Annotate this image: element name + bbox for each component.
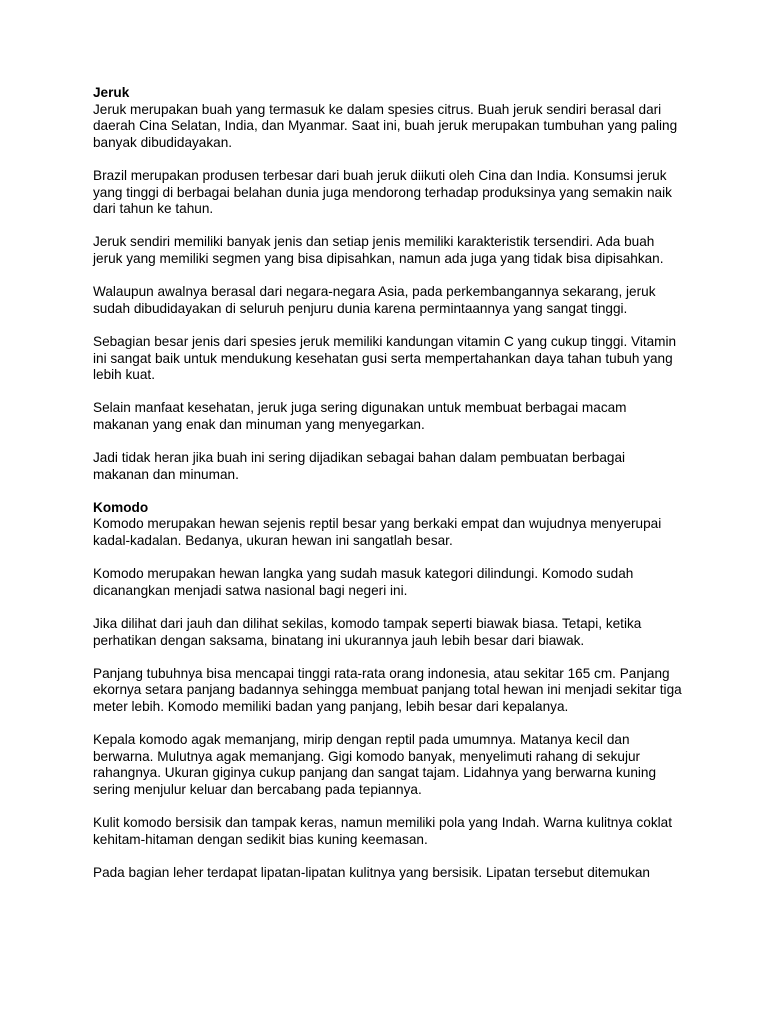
section-heading: Jeruk xyxy=(93,85,130,100)
paragraph: Jadi tidak heran jika buah ini sering dijadikan sebagai bahan dalam pembuatan berbagai makanan dan minuman. xyxy=(93,450,626,482)
paragraph: Walaupun awalnya berasal dari negara-negara Asia, pada perkembangannya sekarang, jeruk sudah dibudidayakan di seluruh penjuru dunia karena permintaannya yang sangat tinggi. xyxy=(93,284,656,316)
document-page xyxy=(93,85,683,898)
section-komodo xyxy=(93,500,683,882)
paragraph: Komodo merupakan hewan sejenis reptil besar yang berkaki empat dan wujudnya menyerupai kadal-kadalan. Bedanya, ukuran hewan ini sangatlah besar. xyxy=(93,516,662,549)
paragraph: Brazil merupakan produsen terbesar dari buah jeruk diikuti oleh Cina dan India. Konsumsi jeruk yang tinggi di berbagai belahan dunia juga mendorong terhadap produksinya yang semakin naik dari tahun ke tahun. xyxy=(93,167,672,217)
paragraph: Jeruk sendiri memiliki banyak jenis dan setiap jenis memiliki karakteristik tersendiri. Ada buah jeruk yang memiliki segmen yang bisa dipisahkan, namun ada juga yang tidak bisa dipisahkan. xyxy=(93,234,664,266)
paragraph: Komodo merupakan hewan langka yang sudah masuk kategori dilindungi. Komodo sudah dicanangkan menjadi satwa nasional bagi negeri ini. xyxy=(93,566,634,598)
section-jeruk xyxy=(93,85,683,483)
paragraph: Jika dilihat dari jauh dan dilihat sekilas, komodo tampak seperti biawak biasa. Tetapi, ketika perhatikan dengan saksama, binatang ini ukurannya jauh lebih besar dari biawak. xyxy=(93,616,642,648)
paragraph: Jeruk merupakan buah yang termasuk ke dalam spesies citrus. Buah jeruk sendiri berasal dari daerah Cina Selatan, India, dan Myanmar. Saat ini, buah jeruk merupakan tumbuhan yang paling banyak dibudidayakan. xyxy=(93,101,678,150)
paragraph: Selain manfaat kesehatan, jeruk juga sering digunakan untuk membuat berbagai macam makanan yang enak dan minuman yang menyegarkan. xyxy=(93,400,627,432)
paragraph: Sebagian besar jenis dari spesies jeruk memiliki kandungan vitamin C yang cukup tinggi. Vitamin ini sangat baik untuk mendukung kesehatan gusi serta mempertahankan daya tahan tubuh yang lebih kuat. xyxy=(93,333,677,383)
paragraph: Panjang tubuhnya bisa mencapai tinggi rata-rata orang indonesia, atau sekitar 165 cm. Panjang ekornya setara panjang badannya sehingga membuat panjang total hewan ini menjadi sekitar tiga meter lebih. Komodo memiliki badan yang panjang, lebih besar dari kepalanya. xyxy=(93,665,682,714)
section-heading: Komodo xyxy=(93,499,149,515)
paragraph: Pada bagian leher terdapat lipatan-lipatan kulitnya yang bersisik. Lipatan tersebut ditemukan xyxy=(93,864,650,880)
paragraph: Kepala komodo agak memanjang, mirip dengan reptil pada umumnya. Matanya kecil dan berwarna. Mulutnya agak memanjang. Gigi komodo banyak, menyelimuti rahang di sekujur rahangnya. Ukuran giginya cukup panjang dan sangat tajam. Lidahnya yang berwarna kuning sering menjulur keluar dan bercabang pada tepiannya. xyxy=(93,732,657,797)
paragraph: Kulit komodo bersisik dan tampak keras, namun memiliki pola yang Indah. Warna kulitnya coklat kehitam-hitaman dengan sedikit bias kuning keemasan. xyxy=(93,815,673,847)
